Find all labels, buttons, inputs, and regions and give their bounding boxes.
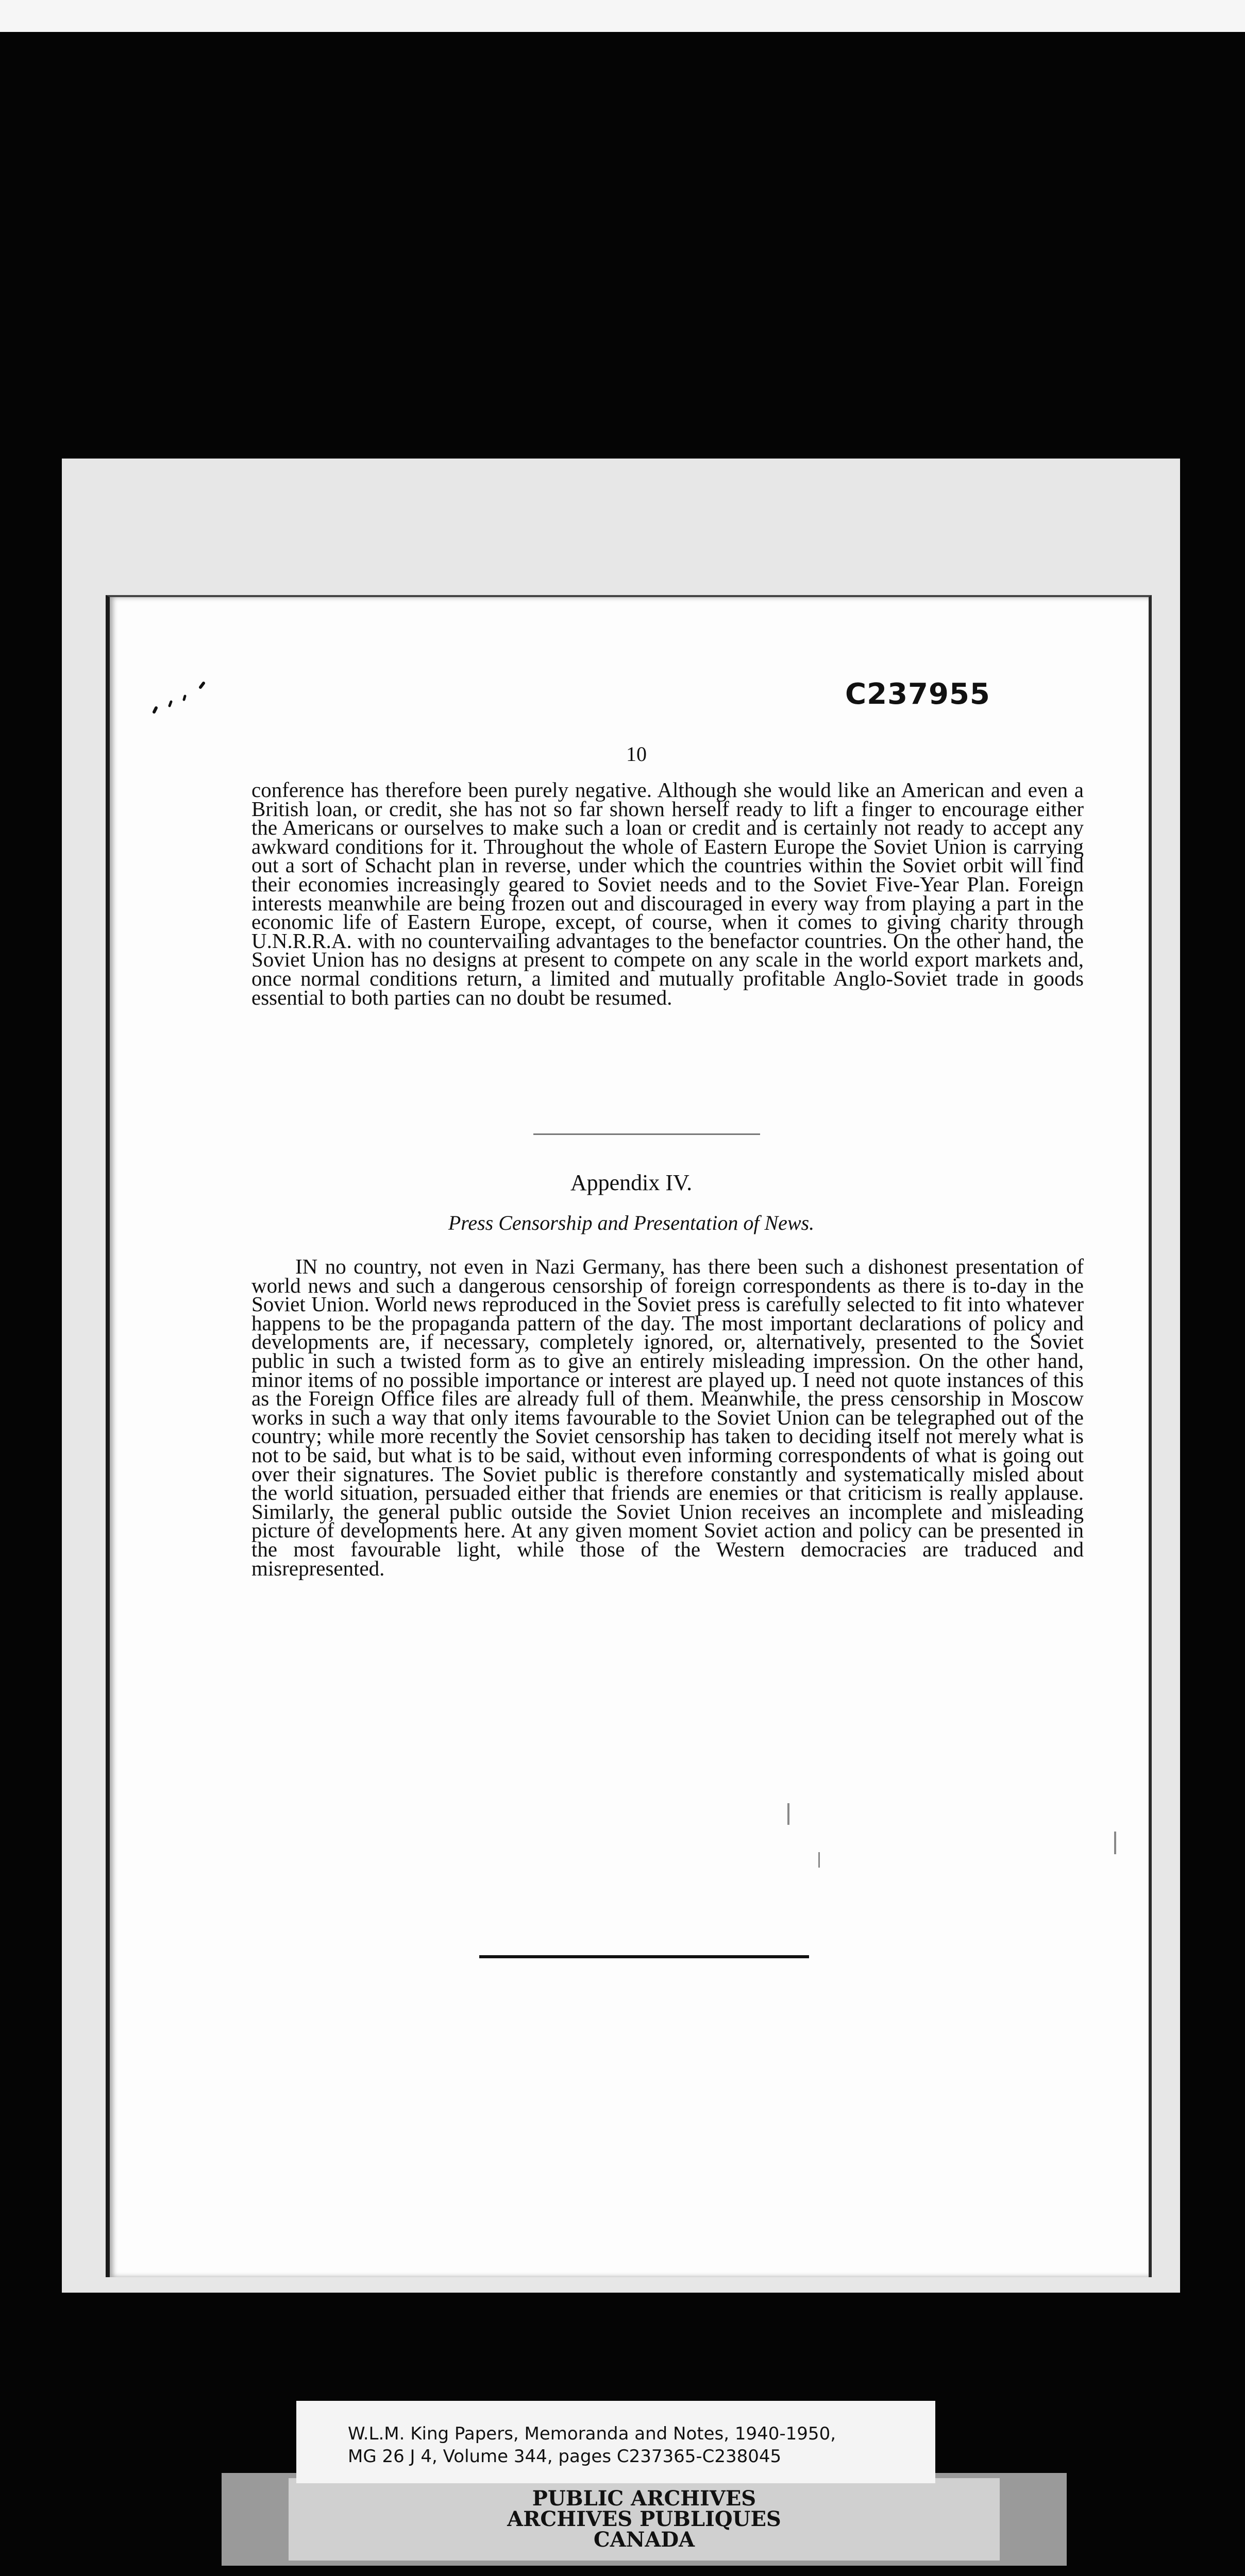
- section-divider: [533, 1133, 760, 1135]
- archive-reference-text: [348, 2422, 836, 2468]
- scan-speck: [818, 1852, 820, 1868]
- film-top-margin: [0, 0, 1245, 32]
- page-number: 10: [626, 742, 647, 766]
- archive-reference-label: [296, 2401, 935, 2483]
- archive-stamp: [222, 2488, 1067, 2550]
- archive-reference-line-1: W.L.M. King Papers, Memoranda and Notes, 1940-1950,: [348, 2424, 836, 2444]
- appendix-paragraph: IN no country, not even in Nazi Germany, has there been such a dishonest presentation of world news and such a dangerous censorship of foreign correspondents as there is to-day in the Soviet Union. World news reproduced in the Soviet press is carefully selected to fit into whatever happens to be the propaganda pattern of the day. The most important declarations of policy and developments are, if necessary, completely ignored, or, alternatively, presented to the Soviet public in such a twisted form as to give an entirely misleading impression. On the other hand, minor items of no possible importance or interest are played up. I need not quote instances of this as the Foreign Office files are already full of them. Meanwhile, the press censorship in Moscow works in such a way that only items favourable to the Soviet Union can be telegraphed out of the country; while more recently the Soviet censorship has taken to deciding itself not merely what is not to be said, but what is to be said, without even informing correspondents of what is going out over their signatures. The Soviet public is therefore constantly and systematically misled about the world situation, persuaded either that friends are enemies or that criticism is really applause. Similarly, the general public outside the Soviet Union receives an incomplete and misleading picture of developments here. At any given moment Soviet action and policy can be presented in the most favourable light, while those of the Western democracies are traduced and misrepresented.: [251, 1255, 1084, 1580]
- appendix-heading: Appendix IV.: [570, 1170, 693, 1195]
- scan-speck: [1114, 1832, 1116, 1854]
- archive-stamp-line-3: CANADA: [593, 2528, 695, 2552]
- handwritten-marks-icon: [147, 670, 219, 726]
- document-stamp-number: C237955: [845, 677, 990, 711]
- appendix-subheading: Press Censorship and Presentation of News.: [448, 1211, 815, 1234]
- body-paragraph: conference has therefore been purely negative. Although she would like an American and even a British loan, or credit, she has not so far shown herself ready to lift a finger to encourage either the Americans or ourselves to make such a loan or credit and is certainly not ready to accept any awkward conditions for it. Throughout the whole of Eastern Europe the Soviet Union is carrying out a sort of Schacht plan in reverse, under which the countries within the Soviet orbit will find their economies increasingly geared to Soviet needs and to the Soviet Five-Year Plan. Foreign interests meanwhile are being frozen out and discouraged in every way from playing a part in the economic life of Eastern Europe, except, of course, when it comes to giving charity through U.N.R.R.A. with no countervailing advantages to the benefactor countries. On the other hand, the Soviet Union has no designs at present to compete on any scale in the world export markets and, once normal conditions return, a limited and mutually profitable Anglo-Soviet trade in goods essential to both parties can no doubt be resumed.: [251, 778, 1084, 1009]
- archive-reference-line-2: MG 26 J 4, Volume 344, pages C237365-C238045: [348, 2446, 782, 2467]
- scan-speck: [787, 1803, 789, 1825]
- end-rule: [479, 1955, 809, 1958]
- archive-stamp-strip: [222, 2473, 1067, 2566]
- archive-stamp-line-1: PUBLIC ARCHIVES: [532, 2486, 756, 2511]
- archive-stamp-line-2: ARCHIVES PUBLIQUES: [507, 2507, 781, 2531]
